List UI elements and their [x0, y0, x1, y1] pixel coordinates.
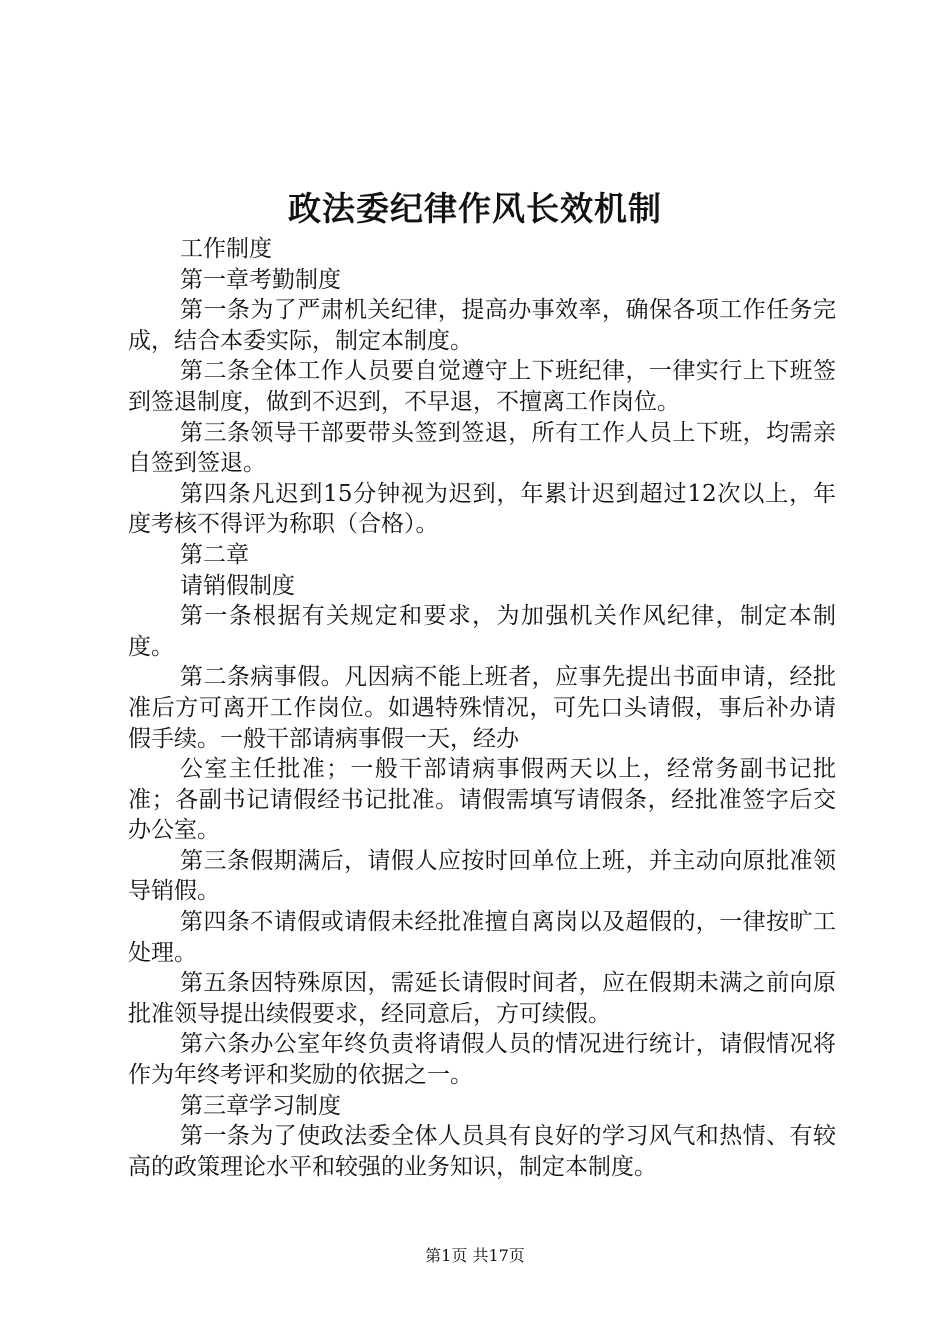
- paragraph-ch1-article-2: 第二条全体工作人员要自觉遵守上下班纪律，一律实行上下班签到签退制度，做到不迟到，不早退，不擅离工作岗位。: [128, 358, 836, 415]
- paragraph-ch2-article-3: 第三条假期满后，请假人应按时回单位上班，并主动向原批准领导销假。: [128, 847, 836, 905]
- paragraph-chapter-2-heading: 第二章: [180, 541, 249, 568]
- paragraph-section-label: 工作制度: [180, 236, 272, 262]
- page-title: 政法委纪律作风长效机制: [288, 189, 662, 228]
- paragraph-ch1-article-1: 第一条为了严肃机关纪律，提高办事效率，确保各项工作任务完成，结合本委实际，制定本制度。: [128, 297, 836, 354]
- paragraph-ch2-article-5: 第五条因特殊原因，需延长请假时间者，应在假期未满之前向原批准领导提出续假要求，经同意后，方可续假。: [128, 970, 836, 1027]
- document-body: [128, 234, 836, 1182]
- page-footer: 第1页 共17页: [425, 1246, 525, 1265]
- paragraph-ch2-article-2: 第二条病事假。凡因病不能上班者，应事先提出书面申请，经批准后方可离开工作岗位。如遇特殊情况，可先口头请假，事后补办请假手续。一般干部请病事假一天，经办: [128, 664, 836, 752]
- paragraph-ch3-article-1: 第一条为了使政法委全体人员具有良好的学习风气和热情、有较高的政策理论水平和较强的业务知识，制定本制度。: [128, 1123, 836, 1180]
- paragraph-ch2-article-2-cont: 公室主任批准；一般干部请病事假两天以上，经常务副书记批准；各副书记请假经书记批准。请假需填写请假条，经批准签字后交办公室。: [128, 756, 836, 844]
- paragraph-chapter-2-subheading: 请销假制度: [180, 572, 295, 599]
- paragraph-chapter-3-heading: 第三章学习制度: [180, 1092, 341, 1119]
- paragraph-ch2-article-4: 第四条不请假或请假未经批准擅自离岗以及超假的，一律按旷工处理。: [128, 909, 836, 966]
- paragraph-ch1-article-4: 第四条凡迟到15分钟视为迟到，年累计迟到超过12次以上，年度考核不得评为称职（合格）。: [128, 480, 836, 538]
- paragraph-ch1-article-3: 第三条领导干部要带头签到签退，所有工作人员上下班，均需亲自签到签退。: [128, 419, 836, 477]
- paragraph-ch2-article-1: 第一条根据有关规定和要求，为加强机关作风纪律，制定本制度。: [128, 603, 836, 660]
- paragraph-ch2-article-6: 第六条办公室年终负责将请假人员的情况进行统计，请假情况将作为年终考评和奖励的依据之一。: [128, 1031, 836, 1089]
- paragraph-chapter-1-heading: 第一章考勤制度: [180, 266, 341, 293]
